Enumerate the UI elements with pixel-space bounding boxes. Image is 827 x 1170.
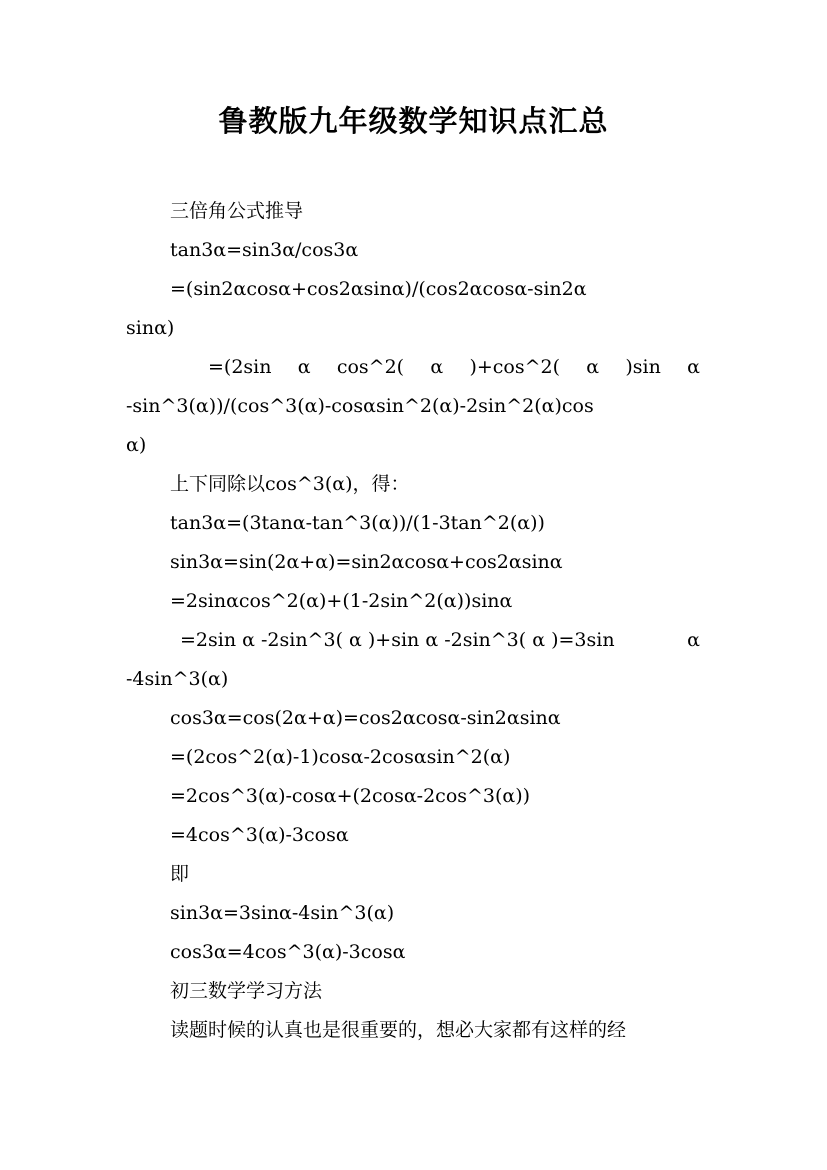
formula-line: tan3α=sin3α/cos3α [170,239,359,261]
formula-line: -sin^3(α))/(cos^3(α)-cosαsin^2(α)-2sin^2(α)cos [126,395,594,417]
formula-token: cos^2( [336,356,405,378]
formula-line: cos3α=4cos^3(α)-3cosα [170,941,406,963]
formula-line: sinα) [126,317,175,339]
formula-line: -4sin^3(α) [126,668,229,690]
formula-line: sin3α=sin(2α+α)=sin2αcosα+cos2αsinα [170,551,563,573]
document-title: 鲁教版九年级数学知识点汇总 [218,104,609,138]
formula-token: α [586,356,600,378]
formula-line: =2cos^3(α)-cosα+(2cosα-2cos^3(α)) [170,785,531,807]
formula-line-justified [208,353,700,381]
text-line: 即 [170,863,190,885]
formula-line: tan3α=(3tanα-tan^3(α))/(1-3tan^2(α)) [170,512,545,534]
formula-line: =2sinαcos^2(α)+(1-2sin^2(α))sinα [170,590,513,612]
section-heading: 三倍角公式推导 [170,200,304,222]
formula-line: =(sin2αcosα+cos2αsinα)/(cos2αcosα-sin2α [170,278,587,300]
formula-token: )sin [625,356,661,378]
formula-line: cos3α=cos(2α+α)=cos2αcosα-sin2αsinα [170,707,561,729]
formula-token: =(2sin [208,356,272,378]
formula-line: =4cos^3(α)-3cosα [170,824,349,846]
formula-line-justified [180,626,700,654]
formula-line: sin3α=3sinα-4sin^3(α) [170,902,395,924]
section-heading: 初三数学学习方法 [170,980,323,1002]
formula-token: α [687,356,700,378]
formula-token: α [430,356,444,378]
formula-token: α [297,356,311,378]
formula-token: )+cos^2( [469,356,561,378]
formula-token: α [687,629,700,651]
formula-token: =2sin α -2sin^3( α )+sin α -2sin^3( α )=3sin [180,629,615,651]
text-line: 读题时候的认真也是很重要的，想必大家都有这样的经 [170,1019,627,1041]
formula-line: α) [126,434,147,456]
formula-line: =(2cos^2(α)-1)cosα-2cosαsin^2(α) [170,746,511,768]
text-line: 上下同除以cos^3(α)，得： [170,473,410,495]
